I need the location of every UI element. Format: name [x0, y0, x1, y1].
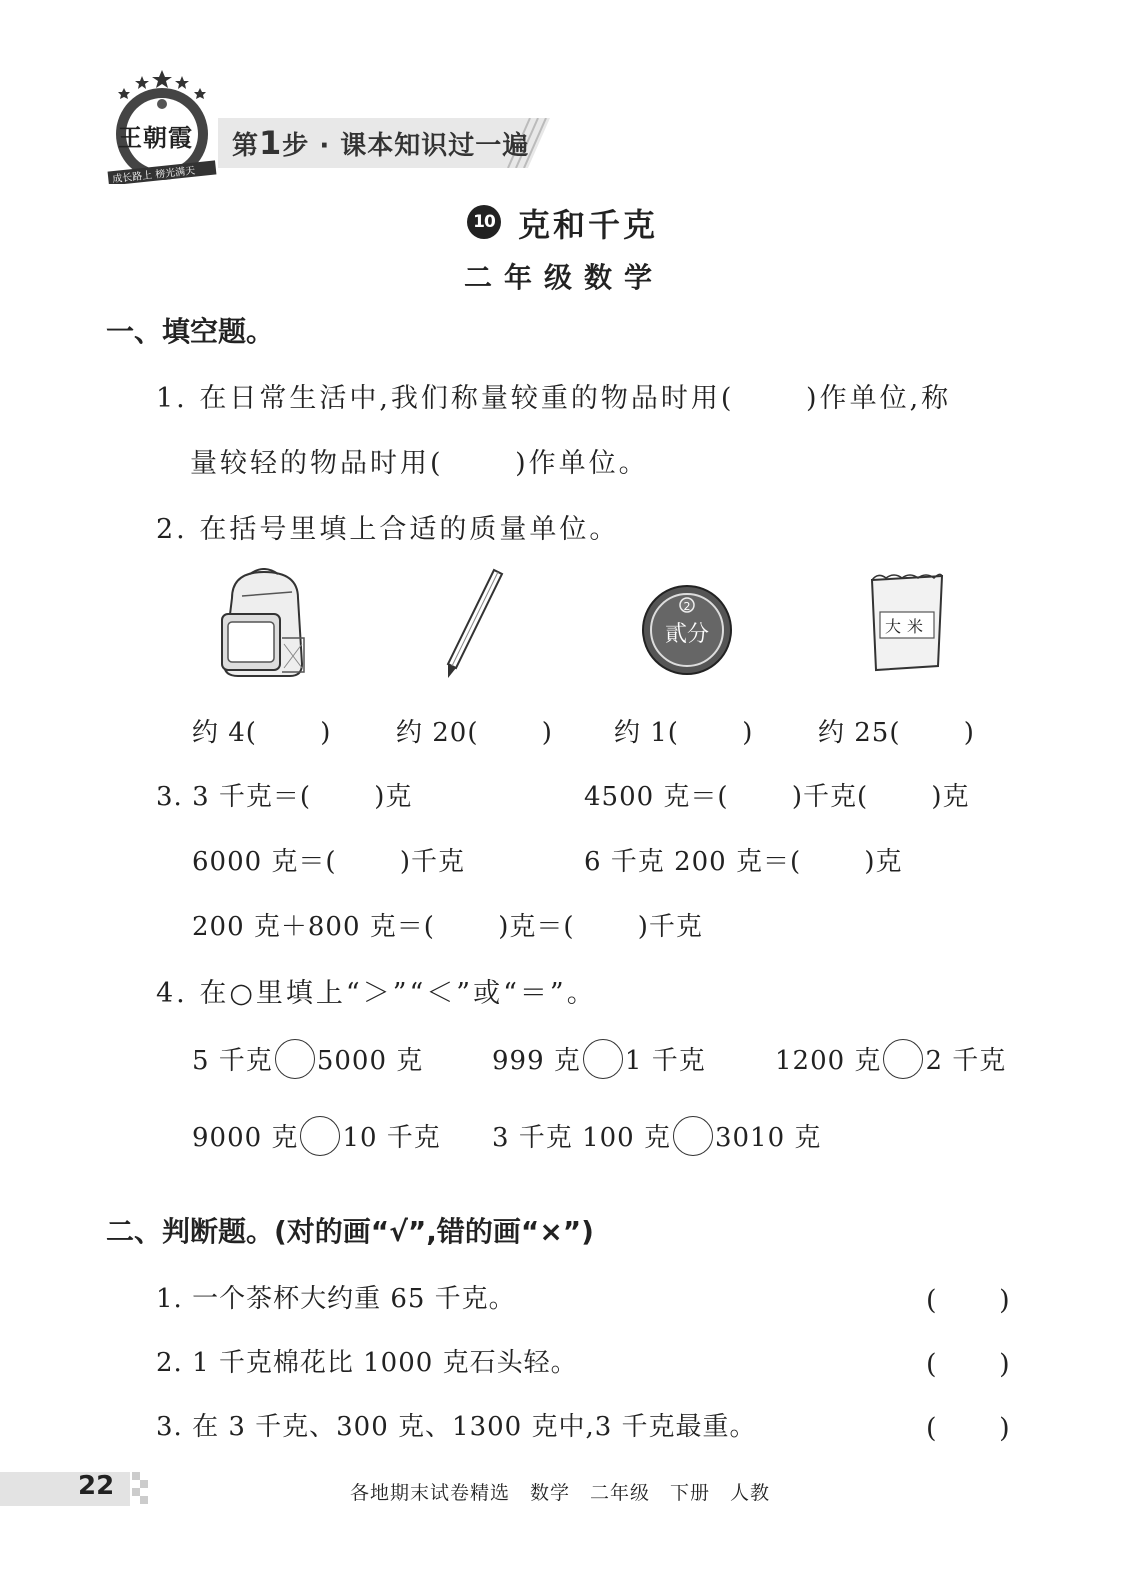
lesson-title: 克和千克	[518, 206, 659, 244]
q2-item-1: 约 4( )	[192, 718, 332, 748]
rice-bag-icon	[866, 570, 948, 674]
coin-top: 2	[683, 600, 691, 613]
backpack-icon	[212, 568, 312, 680]
q2-item-4: 约 25( )	[818, 718, 975, 748]
q3-c: 6000 克＝( )千克	[192, 847, 465, 877]
q3-e: 200 克＋800 克＝( )克＝( )千克	[192, 912, 703, 942]
step-prefix: 第	[232, 131, 260, 161]
page-number: 22	[78, 1471, 115, 1501]
q4-item-3	[775, 1040, 1006, 1082]
compare-circle[interactable]	[275, 1039, 315, 1079]
judge-answer-3[interactable]: ( )	[926, 1413, 1010, 1444]
logo-text: 王朝霞	[118, 123, 193, 152]
step-number: 1	[259, 124, 283, 162]
rice-label: 大米	[884, 617, 930, 636]
judge-item-2: 2. 1 千克棉花比 1000 克石头轻。	[156, 1348, 578, 1378]
q4-item-3-left: 1200 克	[775, 1046, 882, 1076]
q4-item-4-right: 10 千克	[342, 1123, 441, 1153]
q4-item-2-right: 1 千克	[624, 1046, 706, 1076]
q4-item-4	[192, 1117, 441, 1159]
coin-icon	[640, 583, 734, 677]
q2-text: 2. 在括号里填上合适的质量单位。	[156, 514, 620, 545]
compare-circle[interactable]	[673, 1116, 713, 1156]
q4-item-5-right: 3010 克	[714, 1123, 822, 1153]
q2-item-2: 约 20( )	[396, 718, 553, 748]
q4-item-4-left: 9000 克	[192, 1123, 299, 1153]
subtitle: 二年级数学	[464, 261, 665, 294]
q4-item-5	[492, 1117, 821, 1159]
q4-item-1	[192, 1040, 423, 1082]
judge-item-1: 1. 一个茶杯大约重 65 千克。	[156, 1284, 516, 1314]
judge-answer-1[interactable]: ( )	[926, 1285, 1010, 1316]
coin-text: 貳分	[664, 622, 710, 647]
footer-bar	[0, 1472, 148, 1506]
q4-item-2-left: 999 克	[492, 1046, 581, 1076]
step-suffix: 步 · 课本知识过一遍	[282, 131, 530, 161]
logo-slogan: 成长路上 榜光满天	[111, 165, 196, 186]
q4-item-5-left: 3 千克 100 克	[492, 1123, 671, 1153]
q1-line2: 量较轻的物品时用( )作单位。	[190, 448, 649, 479]
q4-item-1-right: 5000 克	[316, 1046, 424, 1076]
q4-item-3-right: 2 千克	[925, 1046, 1007, 1076]
section1-heading: 一、填空题。	[106, 315, 275, 348]
lesson-number-badge: 10	[467, 205, 501, 239]
compare-circle[interactable]	[300, 1116, 340, 1156]
compare-circle[interactable]	[583, 1039, 623, 1079]
q4-text: 4. 在○里填上“＞”“＜”或“＝”。	[156, 978, 597, 1009]
q4-item-2	[492, 1040, 706, 1082]
compare-circle[interactable]	[883, 1039, 923, 1079]
judge-answer-2[interactable]: ( )	[926, 1349, 1010, 1380]
q2-item-3: 约 1( )	[614, 718, 754, 748]
q3-b: 4500 克＝( )千克( )克	[584, 782, 970, 812]
footer-text: 各地期末试卷精选 数学 二年级 下册 人教	[350, 1482, 771, 1504]
section2-heading: 二、判断题。(对的画“√”,错的画“×”)	[106, 1215, 594, 1248]
q3-a: 3. 3 千克＝( )克	[156, 782, 413, 812]
q4-item-1-left: 5 千克	[192, 1046, 273, 1076]
q1-line1: 1. 在日常生活中,我们称量较重的物品时用( )作单位,称	[156, 383, 952, 414]
q3-d: 6 千克 200 克＝( )克	[584, 847, 903, 877]
pencil-icon	[440, 568, 510, 680]
judge-item-3: 3. 在 3 千克、300 克、1300 克中,3 千克最重。	[156, 1412, 757, 1442]
step-label	[232, 124, 529, 162]
